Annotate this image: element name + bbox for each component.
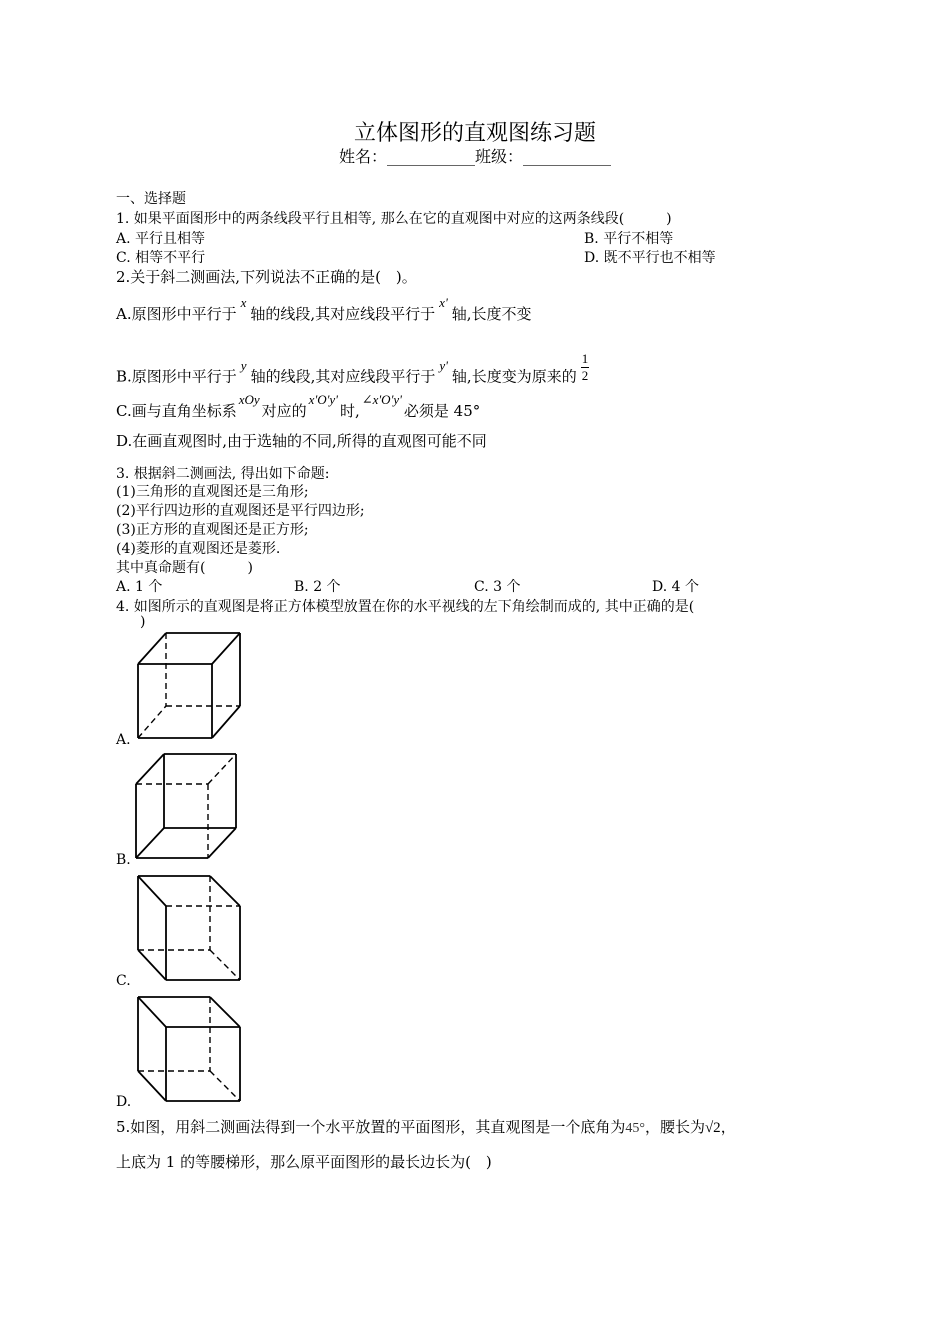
hidden-edge xyxy=(208,754,236,784)
fraction-numerator: 1 xyxy=(581,351,589,366)
q5-line-1 xyxy=(116,1116,736,1137)
q5-line1-mid: ，腰长为 xyxy=(644,1118,705,1136)
q3-option-d[interactable]: D. 4 个 xyxy=(652,579,699,595)
q2-b-pre: B.原图形中平行于 xyxy=(116,367,237,386)
edge xyxy=(138,633,166,664)
q5-angle: 45° xyxy=(625,1121,645,1136)
q2-c-var-angle: ∠x'O'y' xyxy=(361,392,402,407)
q3-stem: 3. 根据斜二测画法, 得出如下命题: xyxy=(116,466,330,482)
q4-option-c[interactable]: C. xyxy=(116,973,131,989)
q2-b-post: 轴,长度变为原来的 xyxy=(451,367,577,386)
q2-option-b[interactable] xyxy=(116,351,589,394)
name-blank[interactable]: ___________ xyxy=(387,147,475,166)
q3-option-a[interactable]: A. 1 个 xyxy=(116,579,163,595)
hidden-edge xyxy=(138,706,166,738)
q2-option-c[interactable] xyxy=(116,392,481,421)
q4-stem: 4. 如图所示的直观图是将正方体模型放置在你的水平视线的左下角绘制而成的, 其中正确的是( xyxy=(116,599,695,615)
q2-a-pre: A.原图形中平行于 xyxy=(116,305,237,323)
q3-ask: 其中真命题有( ) xyxy=(116,560,253,576)
q2-c-var-xoy: xOy xyxy=(238,392,260,407)
q4-option-a[interactable]: A. xyxy=(116,732,131,748)
q5-line1-post: ， xyxy=(720,1118,736,1136)
q1-option-b[interactable]: B. 平行不相等 xyxy=(584,231,674,247)
fraction-denominator: 2 xyxy=(581,368,589,383)
q2-stem: 2.关于斜二测画法,下列说法不正确的是( )。 xyxy=(116,268,417,286)
edge xyxy=(136,828,164,858)
q2-a-mid: 轴的线段,其对应线段平行于 xyxy=(250,305,436,323)
q4-option-b[interactable]: B. xyxy=(116,852,131,868)
cube-figure-a xyxy=(130,630,245,740)
q5-line-2: 上底为 1 的等腰梯形，那么原平面图形的最长边长为( ) xyxy=(116,1153,492,1171)
q3-item-4: (4)菱形的直观图还是菱形. xyxy=(116,541,281,557)
q3-option-b[interactable]: B. 2 个 xyxy=(294,579,341,595)
class-blank[interactable]: ___________ xyxy=(523,147,612,166)
q3-item-2: (2)平行四边形的直观图还是平行四边形; xyxy=(116,503,365,519)
q2-c-var-xoy-prime: x'O'y' xyxy=(308,392,338,407)
edge xyxy=(138,997,166,1027)
page-title: 立体图形的直观图练习题 xyxy=(353,121,596,146)
q3-item-1: (1)三角形的直观图还是三角形; xyxy=(116,484,309,500)
edge xyxy=(210,997,240,1027)
edge xyxy=(212,633,240,664)
edge xyxy=(138,876,166,906)
q4-stem-end: ) xyxy=(140,614,146,630)
edge xyxy=(208,828,236,858)
hidden-edge xyxy=(210,1071,240,1101)
q2-a-var-x-prime: x' xyxy=(439,295,448,310)
q2-option-a[interactable] xyxy=(116,295,532,324)
q2-a-post: 轴,长度不变 xyxy=(451,305,532,323)
q2-b-mid: 轴的线段,其对应线段平行于 xyxy=(250,367,436,386)
edge xyxy=(136,754,164,784)
q1-option-c[interactable]: C. 相等不平行 xyxy=(116,250,206,266)
q4-option-d[interactable]: D. xyxy=(116,1094,132,1110)
q1-stem: 1. 如果平面图形中的两条线段平行且相等, 那么在它的直观图中对应的这两条线段( ) xyxy=(116,211,672,227)
cube-figure-c xyxy=(130,872,245,984)
edge xyxy=(138,950,166,980)
q3-option-c[interactable]: C. 3 个 xyxy=(474,579,521,595)
q2-b-var-y: y xyxy=(240,357,247,373)
edge xyxy=(138,1071,166,1101)
name-class-line xyxy=(0,144,950,167)
q2-a-var-x: x xyxy=(240,295,247,310)
fraction-one-half xyxy=(581,351,590,384)
q1-option-d[interactable]: D. 既不平行也不相等 xyxy=(584,250,716,266)
q5-sqrt: √2 xyxy=(704,1120,721,1136)
class-label: 班级： xyxy=(475,147,524,166)
q2-c-mid: 对应的 xyxy=(261,402,307,420)
hidden-edge xyxy=(210,950,240,980)
section-heading: 一、选择题 xyxy=(116,191,186,207)
q3-item-3: (3)正方形的直观图还是正方形; xyxy=(116,522,309,538)
q5-line1-pre: 5.如图，用斜二测画法得到一个水平放置的平面图形，其直观图是一个底角为 xyxy=(116,1118,626,1136)
q2-b-var-y-prime: y' xyxy=(439,357,448,373)
q2-c-post: 必须是 45° xyxy=(403,402,481,420)
name-label: 姓名： xyxy=(338,147,387,166)
edge xyxy=(212,706,240,738)
q1-option-a[interactable]: A. 平行且相等 xyxy=(116,231,206,247)
edge xyxy=(210,876,240,906)
cube-figure-d xyxy=(130,993,245,1105)
q2-c-mid2: 时, xyxy=(339,402,360,420)
q2-option-d[interactable]: D.在画直观图时,由于选轴的不同,所得的直观图可能不同 xyxy=(116,432,487,450)
cube-figure-b xyxy=(130,750,245,862)
q2-c-pre: C.画与直角坐标系 xyxy=(116,402,237,420)
